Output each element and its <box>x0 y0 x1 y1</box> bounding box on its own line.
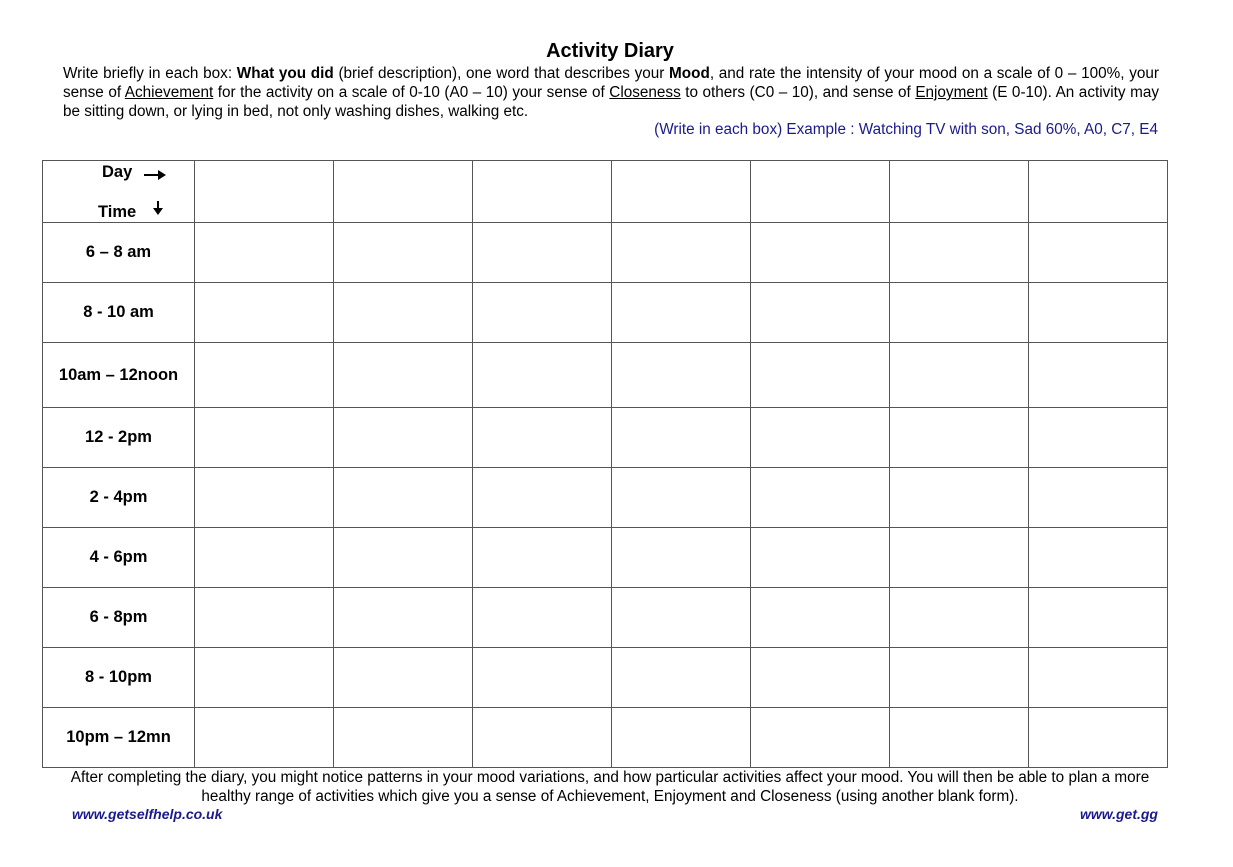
time-slot-label: 6 – 8 am <box>43 223 195 283</box>
diary-entry-cell[interactable] <box>890 708 1029 768</box>
day-header-cell[interactable] <box>473 161 612 223</box>
diary-entry-cell[interactable] <box>195 708 334 768</box>
diary-entry-cell[interactable] <box>195 588 334 648</box>
table-row <box>43 283 1168 343</box>
instructions-text-1: Write briefly in each box: <box>63 65 237 82</box>
diary-entry-cell[interactable] <box>334 223 473 283</box>
diary-entry-cell[interactable] <box>334 708 473 768</box>
mood-label: Mood <box>669 65 710 82</box>
time-slot-label: 2 - 4pm <box>43 468 195 528</box>
diary-entry-cell[interactable] <box>334 283 473 343</box>
diary-entry-cell[interactable] <box>890 528 1029 588</box>
instructions-text-3: , and rate the intensity of your mood on a scale of 0 – 100%, your sense of <box>63 65 1159 101</box>
diary-entry-cell[interactable] <box>473 528 612 588</box>
diary-entry-cell[interactable] <box>612 343 751 408</box>
time-slot-label: 4 - 6pm <box>43 528 195 588</box>
day-header-cell[interactable] <box>334 161 473 223</box>
diary-entry-cell[interactable] <box>195 528 334 588</box>
day-label: Day <box>102 163 133 181</box>
day-header-cell[interactable] <box>751 161 890 223</box>
table-row <box>43 528 1168 588</box>
diary-entry-cell[interactable] <box>195 343 334 408</box>
diary-entry-cell[interactable] <box>473 408 612 468</box>
diary-entry-cell[interactable] <box>751 588 890 648</box>
diary-entry-cell[interactable] <box>890 343 1029 408</box>
diary-entry-cell[interactable] <box>195 648 334 708</box>
diary-entry-cell[interactable] <box>612 588 751 648</box>
diary-entry-cell[interactable] <box>195 468 334 528</box>
diary-entry-cell[interactable] <box>612 648 751 708</box>
diary-entry-cell[interactable] <box>612 223 751 283</box>
website-link-left[interactable]: www.getselfhelp.co.uk <box>72 806 223 822</box>
diary-entry-cell[interactable] <box>334 408 473 468</box>
example-text: (Write in each box) Example : Watching TV with son, Sad 60%, A0, C7, E4 <box>654 121 1158 138</box>
table-row <box>43 708 1168 768</box>
diary-entry-cell[interactable] <box>334 648 473 708</box>
day-header-cell[interactable] <box>890 161 1029 223</box>
diary-entry-cell[interactable] <box>473 343 612 408</box>
diary-table <box>42 160 1168 768</box>
time-slot-label: 10pm – 12mn <box>43 708 195 768</box>
diary-entry-cell[interactable] <box>1029 588 1168 648</box>
time-slot-label: 8 - 10pm <box>43 648 195 708</box>
what-you-did-label: What you did <box>236 65 334 82</box>
time-slot-label: 12 - 2pm <box>43 408 195 468</box>
diary-entry-cell[interactable] <box>751 343 890 408</box>
diary-entry-cell[interactable] <box>1029 468 1168 528</box>
table-row <box>43 223 1168 283</box>
diary-entry-cell[interactable] <box>473 708 612 768</box>
day-header-cell[interactable] <box>612 161 751 223</box>
diary-entry-cell[interactable] <box>890 648 1029 708</box>
day-header-cell[interactable] <box>1029 161 1168 223</box>
diary-entry-cell[interactable] <box>1029 648 1168 708</box>
diary-entry-cell[interactable] <box>1029 343 1168 408</box>
diary-entry-cell[interactable] <box>473 223 612 283</box>
diary-entry-cell[interactable] <box>890 283 1029 343</box>
table-row <box>43 343 1168 408</box>
diary-entry-cell[interactable] <box>890 223 1029 283</box>
instructions-text-2: (brief description), one word that describes your <box>333 65 670 82</box>
arrow-down-icon <box>157 201 159 211</box>
website-link-right[interactable]: www.get.gg <box>1079 806 1158 822</box>
table-row <box>43 408 1168 468</box>
diary-entry-cell[interactable] <box>890 468 1029 528</box>
table-row <box>43 468 1168 528</box>
diary-entry-cell[interactable] <box>473 648 612 708</box>
diary-entry-cell[interactable] <box>334 588 473 648</box>
footer-text: After completing the diary, you might notice patterns in your mood variations, and how particular activities affect your mood. You will then be able to plan a more healthy range of activities which give you a sense of Achievement, Enjoyment and Closeness (using another blank form). <box>70 769 1150 805</box>
diary-entry-cell[interactable] <box>334 343 473 408</box>
diary-entry-cell[interactable] <box>473 468 612 528</box>
diary-entry-cell[interactable] <box>751 223 890 283</box>
diary-entry-cell[interactable] <box>1029 283 1168 343</box>
enjoyment-label: Enjoyment <box>915 84 988 101</box>
diary-entry-cell[interactable] <box>473 588 612 648</box>
diary-entry-cell[interactable] <box>751 283 890 343</box>
time-label: Time <box>98 203 137 221</box>
diary-entry-cell[interactable] <box>195 283 334 343</box>
instructions-text-5: to others (C0 – 10), and sense of <box>680 84 916 101</box>
header-row <box>43 161 1168 223</box>
diary-entry-cell[interactable] <box>751 468 890 528</box>
time-slot-label: 6 - 8pm <box>43 588 195 648</box>
diary-entry-cell[interactable] <box>890 588 1029 648</box>
arrow-right-icon <box>144 174 164 176</box>
diary-entry-cell[interactable] <box>612 408 751 468</box>
diary-entry-cell[interactable] <box>195 408 334 468</box>
day-header-cell[interactable] <box>195 161 334 223</box>
instructions-text-6: (E 0-10). An activity may be sitting down, or lying in bed, not only washing dishes, walking etc. <box>63 84 1159 120</box>
diary-entry-cell[interactable] <box>890 408 1029 468</box>
time-slot-label: 10am – 12noon <box>43 343 195 408</box>
page-title: Activity Diary <box>546 40 674 62</box>
achievement-label: Achievement <box>124 84 214 101</box>
diary-entry-cell[interactable] <box>751 528 890 588</box>
diary-entry-cell[interactable] <box>612 708 751 768</box>
diary-entry-cell[interactable] <box>751 408 890 468</box>
diary-entry-cell[interactable] <box>612 283 751 343</box>
diary-entry-cell[interactable] <box>1029 223 1168 283</box>
diary-entry-cell[interactable] <box>612 468 751 528</box>
closeness-label: Closeness <box>609 84 681 101</box>
day-time-header-cell <box>43 161 195 223</box>
time-slot-label: 8 - 10 am <box>43 283 195 343</box>
diary-entry-cell[interactable] <box>1029 708 1168 768</box>
diary-entry-cell[interactable] <box>334 468 473 528</box>
diary-entry-cell[interactable] <box>473 283 612 343</box>
diary-entry-cell[interactable] <box>751 648 890 708</box>
instructions <box>63 64 1159 121</box>
table-row <box>43 648 1168 708</box>
instructions-text-4: for the activity on a scale of 0-10 (A0 – 10) your sense of <box>213 84 610 101</box>
diary-entry-cell[interactable] <box>334 528 473 588</box>
diary-entry-cell[interactable] <box>751 708 890 768</box>
diary-entry-cell[interactable] <box>195 223 334 283</box>
diary-entry-cell[interactable] <box>1029 408 1168 468</box>
table-row <box>43 588 1168 648</box>
diary-entry-cell[interactable] <box>612 528 751 588</box>
diary-entry-cell[interactable] <box>1029 528 1168 588</box>
